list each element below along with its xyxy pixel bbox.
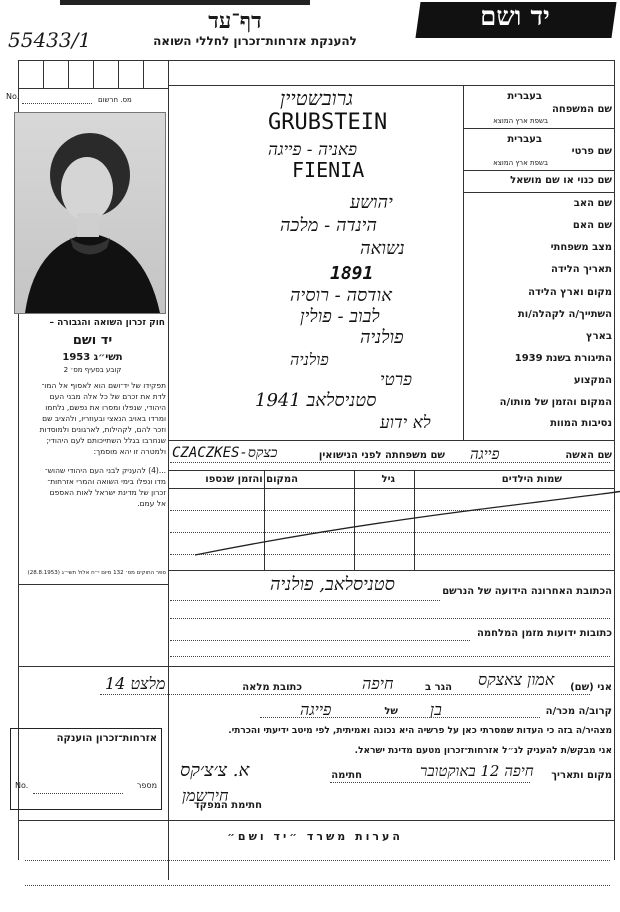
value-place-date: חיפה 12 באוקטובר <box>420 762 534 780</box>
value-family-latin: GRUBSTEIN <box>268 110 388 135</box>
stamp-number: מספר <box>136 781 157 790</box>
label-children: שמות הילדים <box>501 474 562 485</box>
serial-label: מס. חרשום <box>98 96 132 104</box>
value-father: יהושע <box>350 192 393 213</box>
citizenship-stamp-box <box>10 728 162 810</box>
law-line: ומרדו באויב הנאצי ובעוזריו, ולהציב שם <box>42 414 166 423</box>
label-supervisor-sig: חתימת המפקד <box>193 800 262 811</box>
declaration-text: מצהיר/ה בזה כי העדות שמסרתי כאן על פרשיה היא נכונה ואמיתית, לפי מיטב ידיעתי והכרתי. <box>228 726 612 736</box>
value-mother: הינדה - מלכה <box>280 215 377 236</box>
file-number: 55433/1 <box>8 28 92 52</box>
value-birthdate: 1891 <box>330 263 374 284</box>
stamp-title: אזרחות־זכרון הוענקה <box>56 733 157 744</box>
label-family-name: שם המשפחה <box>551 104 612 115</box>
supervisor-mark: חירשמן <box>182 786 229 805</box>
value-in-country: פולניה <box>360 327 404 348</box>
label-latin-2: בשפת ארץ המוצא <box>493 159 548 167</box>
value-first-latin: FIENIA <box>292 158 365 182</box>
stamp-no: No. <box>15 781 29 790</box>
top-strip <box>60 0 310 5</box>
label-full-address: כתובת מלאה <box>242 682 302 693</box>
value-death-place: סטניסלאב 1941 <box>255 390 377 411</box>
law-year: תשי״ג 1953 <box>62 352 123 363</box>
law-line: מדו ונפלו בימי השואה והמרי אזרחות־ <box>47 477 166 486</box>
footer-notes: הערות משרד ״יד ושם״ <box>227 830 403 843</box>
value-wife-name: פייגה <box>470 445 500 463</box>
value-death-circ: לא ידוע <box>380 413 431 433</box>
label-age: גיל <box>381 474 395 485</box>
value-maiden: CZACZKES-כצקס <box>172 445 278 461</box>
label-latin: בשפת ארץ המוצא <box>493 117 548 125</box>
law-line: ולמטרה זו יהא מוסמך: <box>93 447 166 456</box>
law-line: זכרון של מדינת ישראל לאות האספם <box>49 488 166 497</box>
label-profession: המקצוע <box>573 375 612 386</box>
value-residence: פולניה <box>290 350 329 369</box>
law-line: ...(4) להעניק לבני העם היהודי שהוש־ <box>45 466 166 475</box>
value-relation: בן <box>430 700 442 719</box>
label-living: הגר ב <box>425 682 452 693</box>
label-community: השתייך/ה לקהלה/ות <box>517 309 612 320</box>
value-profession: פרטי <box>380 370 412 390</box>
value-birthplace: אודסה - רוסיה <box>290 285 392 306</box>
value-marital: נשואה <box>360 238 405 259</box>
no-label: No. <box>6 92 20 101</box>
form-title: דף־עד <box>208 8 262 34</box>
label-relation: קרוב/ה מכר/ה <box>545 706 612 717</box>
law-line: אל עמם. <box>137 499 166 508</box>
label-in-country: בארץ <box>585 331 612 342</box>
value-first-hebrew: פאניה - פייגה <box>268 140 358 160</box>
label-child-place: המקום והזמן שנספו <box>205 474 298 485</box>
label-i-am: אני (שם) <box>570 682 612 693</box>
label-of: של <box>384 706 398 717</box>
value-community: לבוב - פולין <box>300 306 380 327</box>
label-signature: חתימה <box>331 770 362 781</box>
value-witness-city: חיפה <box>362 674 394 693</box>
logo-text: יד ושם <box>480 2 550 32</box>
signature-mark: א. צ׳צ׳קס <box>180 760 250 781</box>
label-nickname: שם כנוי או שם מושאל <box>510 175 612 186</box>
label-marital: מצב משפחתי <box>550 242 612 253</box>
portrait-photo <box>14 112 166 314</box>
label-war-addresses: כתובות ידועות מזמן המלחמה <box>477 628 612 639</box>
label-hebrew: בעברית <box>507 91 542 102</box>
label-father: שם האב <box>573 198 612 209</box>
law-clause: קובע בסעיף מס׳ 2 <box>63 366 122 374</box>
form-subtitle: להענקת אזרחות־זכרון לחללי השואה <box>153 34 357 48</box>
label-death-place: המקום והזמן של מותו/ה <box>499 397 612 408</box>
law-line: תפקידו של יד־ושם הוא לאסוף אל המו־ <box>41 381 166 390</box>
law-line: לדת את זכרם של כל אלה מבני העם <box>49 392 166 401</box>
label-place-date: מקום ותאריך <box>551 770 612 781</box>
gazette-note: ספר החוקים מס׳ 132 מיום י״ח אלול תשי״ג (28.8.1953) <box>27 570 166 576</box>
label-birthdate: תאריך הלידה <box>551 264 612 275</box>
law-name: יד ושם <box>72 333 113 348</box>
law-title: חוק זכרון השואה והגבורה – <box>49 318 165 328</box>
law-line: שנחרבו בגלל השתייכותם לעם היהודי; <box>46 436 166 445</box>
law-line: היהודי, שנפלו ומסרו את נפשם, נלחמו <box>45 403 166 412</box>
label-death-circ: נסיבות המוות <box>550 418 612 429</box>
label-maiden: שם משפחתה לפני הנישואין <box>318 450 445 461</box>
law-text <box>16 380 166 509</box>
label-first-name: שם פרטי <box>571 146 612 157</box>
value-last-address: סטניסלאב, פולניה <box>270 574 395 595</box>
label-residence: התיגורת בשנת 1939 <box>514 353 612 364</box>
request-text: אני מבקש/ת להעניק לנ״ל אזרחות־זכרון מטעם מדינת ישראל. <box>354 746 612 756</box>
value-family-hebrew: גרובשטיין <box>280 86 354 110</box>
label-last-address: הכתובת האחרונה הידועה של הנרשם <box>442 586 612 597</box>
label-hebrew-2: בעברית <box>507 134 542 145</box>
value-relation-of: פייגה <box>300 700 332 719</box>
law-line: וזכר להם, לקהילות, לארגונים ולמוסדות <box>39 425 166 434</box>
children-cross-out <box>190 490 620 565</box>
label-wife: שם האשה <box>565 450 612 461</box>
value-witness-address: מלצט 14 <box>105 674 166 693</box>
label-birthplace: מקום וארץ הלידה <box>528 287 612 298</box>
value-witness-name: אמון צאצקס <box>478 670 555 689</box>
label-mother: שם האם <box>572 220 612 231</box>
